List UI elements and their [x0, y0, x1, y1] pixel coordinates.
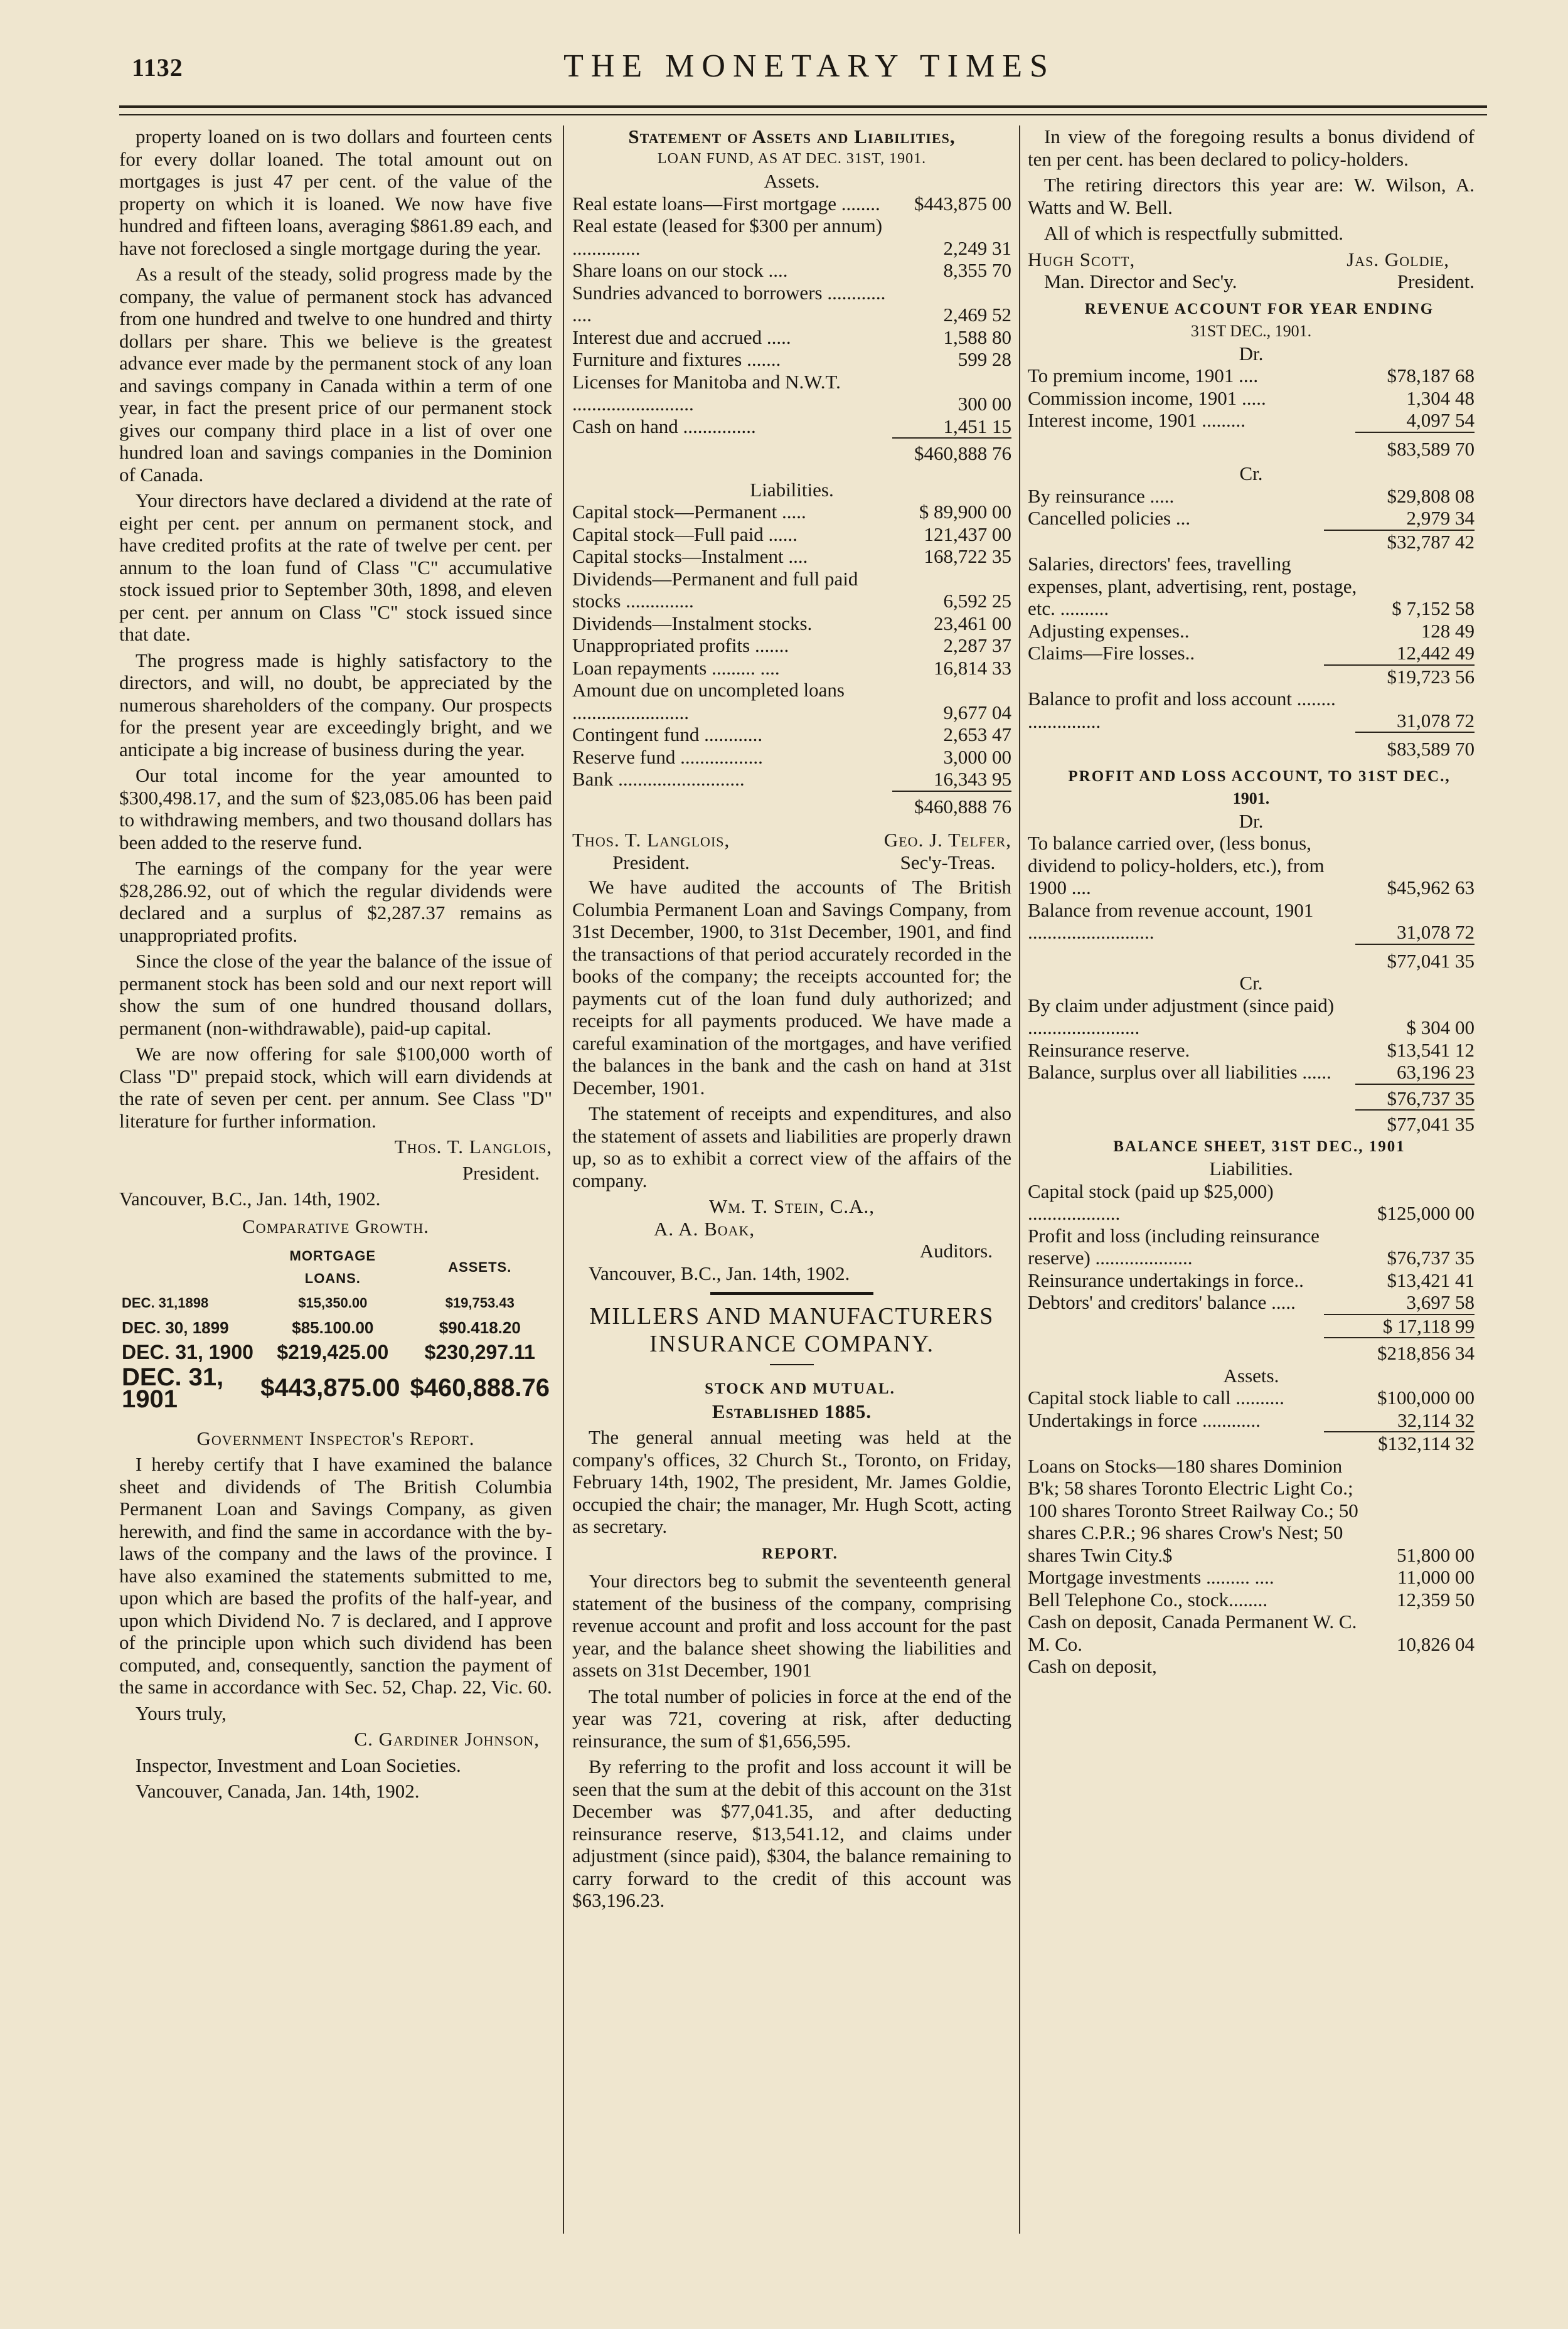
ledger-row	[1028, 485, 1475, 508]
ledger-row	[1028, 1039, 1475, 1062]
ledger-label: Cash on hand ...............	[572, 415, 756, 437]
paragraph: By referring to the profit and loss account it will be seen that the sum at the debit of this account on the 31st December was $77,041.35, and after deducting reinsurance reserve, $13,541.12, and claims under adjustment (since paid), $304, the balance remaining to carry forward to the credit of this account was $63,196.23.	[572, 1756, 1011, 1911]
ledger-amount: 23,461 00	[934, 612, 1011, 634]
ledger-amount: $ 304 00	[1406, 1016, 1475, 1038]
ledger-row	[1028, 387, 1475, 410]
comparative-growth-header-row	[119, 1244, 552, 1291]
paragraph: The statement of receipts and expenditures, and also the statement of assets and liabilities are properly drawn up, so as to exhibit a correct view of the affairs of the company.	[572, 1102, 1011, 1191]
ledger-label: Cash on deposit,	[1028, 1655, 1157, 1677]
ledger-label: Commission income, 1901 .....	[1028, 386, 1266, 409]
auditor-name: Wm. T. Stein, C.A.,	[708, 1195, 875, 1217]
cr-label: Cr.	[1239, 972, 1263, 994]
ledger-label: Contingent fund ............	[572, 723, 763, 745]
paragraph: As a result of the steady, solid progress made by the company, the value of permanent stock has advanced from one hundred and twelve to one hundred and thirty dollars per share. This we believe is the greatest advance ever made by the permanent stock of any loan and savings company in Canada within a term of one year, in fact the present price of our permanent stock gives our company third place in a list of over one hundred loan and savings companies in the Dominion of Canada.	[119, 263, 552, 486]
ledger-amount: 31,078 72	[1397, 921, 1475, 943]
page-header	[132, 44, 1487, 94]
revenue-credit-balance	[1028, 688, 1475, 760]
ledger-label: Loans on Stocks—180 shares Dominion B'k; 58 shares Toronto Electric Light Co.; 100 shares Toronto Street Railway Co.; 50 shares C.P.R.; 96 shares Crow's Nest; 50 shares Twin City.$	[1028, 1454, 1358, 1566]
audit-text	[572, 876, 1011, 1191]
yours-truly: Yours truly,	[136, 1702, 227, 1724]
section-separator	[710, 1292, 873, 1295]
ledger-label: Interest due and accrued .....	[572, 326, 791, 348]
comparative-row	[119, 1365, 552, 1412]
ledger-row	[572, 523, 1011, 546]
ledger-label: Capital stock liable to call ..........	[1028, 1387, 1284, 1409]
total: $218,856 34	[1324, 1338, 1475, 1365]
subtotal: $132,114 32	[1324, 1432, 1475, 1455]
row-date: DEC. 30, 1899	[122, 1318, 229, 1337]
revenue-debit-total	[1028, 432, 1475, 461]
paragraph: Since the close of the year the balance of the issue of permanent stock has been sold and our next report will show the sum of one hundred thousand dollars, permanent (non-withdrawable), paid-up capital.	[119, 950, 552, 1039]
ledger-row	[1028, 1180, 1475, 1225]
ledger-amount: 128 49	[1421, 619, 1475, 642]
ledger-amount	[1368, 1655, 1475, 1678]
ledger-row	[572, 768, 1011, 791]
ledger-amount: 2,979 34	[1406, 507, 1475, 529]
paragraph: The progress made is highly satisfactory to the directors, and will, no doubt, be appreciated by the numerous shareholders of the company. Our prospects for the present year are exceedingly bright, and we anticipate a big increase of business during the year.	[119, 649, 552, 760]
balance-sheet-liabilities-totals	[1028, 1314, 1475, 1365]
revenue-credit-group-total	[1028, 530, 1475, 553]
meeting-text: The general annual meeting was held at the company's offices, 32 Church St., Toronto, on Friday, February 14th, 1902, The president, Mr. James Goldie, occupied the chair; the manager, Mr. Hugh Scott, acting as secretary.	[572, 1426, 1011, 1537]
ledger-label: Share loans on our stock ....	[572, 259, 788, 281]
ledger-amount: 2,653 47	[943, 723, 1011, 745]
ledger-amount: 12,359 50	[1397, 1588, 1475, 1611]
paragraph: We have audited the accounts of The British Columbia Permanent Loan and Savings Company, from 31st December, 1900, to 31st December, 1901, and find the transactions of that period accurately recorded in the books of the company; the receipts accounted for; the payments cut of the loan fund duly authorized; and receipts for all payments produced. We have made a careful examination of the mortgages, and have verified the balances in the bank and the cash on hand at 31st December, 1901.	[572, 876, 1011, 1099]
statement-signatures	[572, 829, 1011, 873]
ledger-amount: $78,187 68	[1387, 365, 1475, 386]
column-divider	[1019, 125, 1020, 2234]
ledger-label: Interest income, 1901 .........	[1028, 409, 1245, 431]
balance-sheet-heading: BALANCE SHEET, 31ST DEC., 1901	[1113, 1138, 1405, 1155]
loan-fund-liabilities-table	[572, 501, 1011, 791]
subtotal: $19,723 56	[1324, 665, 1475, 688]
signer-name: Thos. T. Langlois,	[394, 1136, 552, 1158]
profit-loss-credit-table	[1028, 994, 1475, 1084]
ledger-amount: $443,875 00	[914, 192, 1011, 215]
ledger-amount: 4,097 54	[1406, 409, 1475, 431]
ledger-row	[1028, 620, 1475, 642]
column-header-mortgage: MORTGAGE LOANS.	[289, 1248, 376, 1286]
comparative-growth-table	[119, 1244, 552, 1412]
ledger-row	[1028, 832, 1475, 899]
ledger-label: Sundries advanced to borrowers ............ ....	[572, 281, 886, 326]
liabilities-total: $460,888 76	[892, 791, 1011, 818]
revenue-credit-group-total	[1028, 664, 1475, 688]
ledger-amount: 16,814 33	[934, 656, 1011, 679]
ledger-label: Balance, surplus over all liabilities ......	[1028, 1061, 1331, 1083]
stock-and-mutual: STOCK AND MUTUAL.	[705, 1380, 895, 1397]
balance-sheet-liabilities-group	[1028, 1269, 1475, 1314]
ledger-row	[1028, 507, 1475, 530]
inspector-title: Inspector, Investment and Loan Societies.	[136, 1754, 461, 1776]
header-rule	[119, 105, 1487, 108]
ledger-label: By reinsurance .....	[1028, 484, 1175, 507]
ledger-row	[572, 215, 1011, 259]
signature-left-title: President.	[612, 851, 690, 873]
signer-title: President.	[462, 1161, 540, 1184]
auditors-label: Auditors.	[919, 1240, 993, 1262]
ledger-row	[572, 679, 1011, 723]
ledger-label: Reserve fund .................	[572, 745, 763, 768]
column-middle	[572, 125, 1011, 1916]
ledger-row	[1028, 365, 1475, 387]
ledger-amount: 1,451 15	[943, 415, 1011, 437]
ledger-row	[1028, 1455, 1475, 1567]
ledger-amount: 10,826 04	[1397, 1633, 1475, 1655]
millers-signature-titles	[1028, 270, 1475, 293]
ledger-row	[572, 282, 1011, 326]
ledger-row	[1028, 1387, 1475, 1409]
balance-sheet-assets-group-total	[1028, 1431, 1475, 1455]
row-assets: $90.418.20	[439, 1318, 521, 1337]
ledger-row	[1028, 1589, 1475, 1611]
balance-sheet-assets	[1028, 1455, 1475, 1678]
subtotal: $ 17,118 99	[1324, 1314, 1475, 1338]
ledger-row	[1028, 1291, 1475, 1314]
ledger-amount: 599 28	[957, 348, 1011, 370]
ledger-label: Reinsurance reserve.	[1028, 1038, 1190, 1061]
profit-loss-debit-total	[1028, 944, 1475, 973]
ledger-row	[1028, 1061, 1475, 1084]
balance-sheet-liabilities	[1028, 1180, 1475, 1269]
balance-amount: 31,078 72	[1397, 709, 1475, 732]
column-left	[119, 125, 552, 1806]
assets-total: $460,888 76	[892, 438, 1011, 465]
ledger-row	[1028, 409, 1475, 432]
row-mortgage: $85.100.00	[292, 1318, 374, 1337]
signature-right-title: President.	[1397, 270, 1475, 292]
ledger-amount: 1,304 48	[1406, 386, 1475, 409]
report-heading: REPORT.	[762, 1545, 838, 1562]
row-mortgage: $443,875.00	[260, 1374, 400, 1402]
ledger-row	[572, 657, 1011, 680]
ledger-label: Amount due on uncompleted loans ........................	[572, 679, 845, 723]
total: $77,041 35	[1355, 944, 1475, 973]
ledger-row	[1028, 1611, 1475, 1655]
balance-label: Balance to profit and loss account ........ ...............	[1028, 688, 1336, 732]
ledger-row	[572, 259, 1011, 282]
paragraph: All of which is respectfully submitted.	[1044, 222, 1343, 244]
revenue-account-subheading: 31ST DEC., 1901.	[1190, 322, 1312, 340]
ledger-row	[1028, 1269, 1475, 1292]
row-date: DEC. 31,1898	[122, 1295, 209, 1311]
ledger-label: Bank ..........................	[572, 768, 745, 790]
ledger-row	[572, 348, 1011, 371]
ledger-amount: 12,442 49	[1397, 642, 1475, 664]
ledger-label: Bell Telephone Co., stock........	[1028, 1588, 1268, 1611]
ledger-label: Salaries, directors' fees, travelling expenses, plant, advertising, rent, postage, etc. ..........	[1028, 553, 1357, 619]
row-assets: $19,753.43	[445, 1295, 515, 1311]
revenue-account-heading: REVENUE ACCOUNT FOR YEAR ENDING	[1084, 300, 1434, 317]
ledger-label: Capital stock (paid up $25,000) ...................	[1028, 1180, 1274, 1224]
auditor-name: A. A. Boak,	[654, 1217, 755, 1240]
ledger-amount: 168,722 35	[924, 545, 1011, 567]
profit-loss-subheading: 1901.	[1232, 789, 1270, 807]
report-text	[572, 1570, 1011, 1912]
signature-right-name: Geo. J. Telfer,	[883, 829, 1011, 851]
loan-fund-liabilities-total	[572, 791, 1011, 818]
ledger-label: Unappropriated profits .......	[572, 634, 789, 656]
ledger-label: Capital stock—Permanent .....	[572, 501, 806, 523]
ledger-amount: $ 7,152 58	[1392, 597, 1475, 619]
ledger-row	[572, 746, 1011, 769]
ledger-amount: 63,196 23	[1397, 1061, 1475, 1083]
ledger-row	[1028, 1566, 1475, 1589]
cr-label: Cr.	[1239, 462, 1263, 484]
inspector-date: Vancouver, Canada, Jan. 14th, 1902.	[136, 1780, 420, 1802]
ledger-row	[1028, 1225, 1475, 1269]
row-date: DEC. 31, 1901	[122, 1363, 224, 1413]
ledger-label: Furniture and fixtures .......	[572, 348, 781, 370]
short-separator	[770, 1364, 814, 1365]
total: $77,041 35	[1355, 1110, 1475, 1136]
ledger-label: Capital stocks—Instalment ....	[572, 545, 808, 567]
ledger-label: Cancelled policies ...	[1028, 507, 1191, 529]
ledger-label: Undertakings in force ............	[1028, 1409, 1261, 1431]
ledger-amount: $45,962 63	[1387, 877, 1475, 898]
ledger-label: Adjusting expenses..	[1028, 619, 1190, 642]
established-line: Established 1885.	[712, 1400, 872, 1422]
total: $83,589 70	[1355, 432, 1475, 461]
ledger-row	[572, 634, 1011, 657]
ledger-label: To premium income, 1901 ....	[1028, 365, 1259, 386]
bc-permanent-report-text	[119, 125, 552, 1132]
liabilities-heading: Liabilities.	[1209, 1158, 1293, 1180]
ledger-amount: $100,000 00	[1377, 1387, 1475, 1409]
profit-loss-heading: PROFIT AND LOSS ACCOUNT, TO 31ST DEC.,	[1068, 767, 1451, 785]
inspector-report-text: I hereby certify that I have examined the balance sheet and dividends of The British Columbia Permanent Loan and Savings Company, as given herewith, and find the same in accordance with the by-laws of the company and the laws of the province. I have also examined the statements submitted to me, upon which are based the profits of the half-year, and upon which Dividend No. 7 is declared, and I approve of the principle upon which such dividend has been computed, and, consequently, sanction the payment of the same in accordance with Sec. 52, Chap. 22, Vic. 60.	[119, 1453, 552, 1698]
page-number: 1132	[132, 53, 183, 82]
paragraph: Your directors have declared a dividend at the rate of eight per cent. per annum on permanent stock, and have credited profits at the rate of twelve per cent. per annum to the loan fund of Class "C" accumulative stock issued prior to September 30th, 1898, and eleven per cent. per annum on Class "C" stock issued since that date.	[119, 489, 552, 645]
ledger-amount: $76,737 35	[1387, 1247, 1475, 1269]
ledger-amount: $13,541 12	[1387, 1038, 1475, 1061]
row-mortgage: $219,425.00	[277, 1341, 389, 1363]
ledger-label: Dividends—Instalment stocks.	[572, 612, 813, 634]
ledger-label: Real estate loans—First mortgage ........	[572, 192, 880, 215]
comparative-row	[119, 1291, 552, 1316]
ledger-row	[1028, 1655, 1475, 1678]
subtotal: $76,737 35	[1355, 1084, 1475, 1111]
ledger-row	[572, 612, 1011, 635]
liabilities-heading: Liabilities.	[750, 478, 834, 501]
ledger-row	[572, 193, 1011, 215]
millers-intro-text	[1028, 125, 1475, 245]
ledger-label: To balance carried over, (less bonus, dividend to policy-holders, etc.), from 1900 ....	[1028, 832, 1325, 898]
ledger-label: Loan repayments ......... ....	[572, 656, 780, 679]
ledger-label: Licenses for Manitoba and N.W.T. .........................	[572, 370, 841, 415]
ledger-amount: 6,592 25	[943, 590, 1011, 612]
revenue-debit-table	[1028, 365, 1475, 432]
ledger-label: By claim under adjustment (since paid) .......................	[1028, 994, 1335, 1038]
comparative-growth-heading: Comparative Growth.	[242, 1215, 429, 1237]
inspector-report-heading: Government Inspector's Report.	[196, 1427, 475, 1449]
ledger-amount: 9,677 04	[943, 701, 1011, 723]
ledger-row	[1028, 1409, 1475, 1432]
paragraph: The total number of policies in force at the end of the year was 721, covering at risk, after deducting reinsurance, the sum of $1,656,595.	[572, 1685, 1011, 1752]
journal-title: THE MONETARY TIMES	[563, 48, 1055, 84]
comparative-row	[119, 1316, 552, 1341]
company-heading: MILLERS AND MANUFACTURERS INSURANCE COMPANY.	[589, 1303, 995, 1357]
row-assets: $460,888.76	[410, 1374, 550, 1402]
place-date: Vancouver, B.C., Jan. 14th, 1902.	[119, 1188, 381, 1210]
subtotal: $32,787 42	[1324, 530, 1475, 553]
signature-right-title: Sec'y-Treas.	[900, 851, 996, 873]
signature-left-name: Thos. T. Langlois,	[572, 829, 730, 851]
ledger-label: Debtors' and creditors' balance .....	[1028, 1291, 1296, 1313]
ledger-row	[572, 415, 1011, 438]
ledger-amount: 2,469 52	[943, 304, 1011, 326]
ledger-amount: $13,421 41	[1387, 1269, 1475, 1291]
ledger-label: Dividends—Permanent and full paid stocks ..............	[572, 567, 858, 612]
signature-left-title: Man. Director and Sec'y.	[1044, 270, 1237, 292]
ledger-amount: $125,000 00	[1377, 1202, 1475, 1224]
ledger-amount: 3,000 00	[943, 745, 1011, 768]
inspector-name: C. Gardiner Johnson,	[354, 1728, 540, 1750]
profit-loss-credit-totals	[1028, 1084, 1475, 1136]
ledger-amount: $ 89,900 00	[919, 501, 1011, 523]
ledger-amount: 3,697 58	[1406, 1291, 1475, 1313]
ledger-amount: 11,000 00	[1397, 1566, 1475, 1588]
ledger-amount: 1,588 80	[943, 326, 1011, 348]
dr-label: Dr.	[1239, 342, 1264, 365]
ledger-label: Claims—Fire losses..	[1028, 642, 1195, 664]
statement-subtitle: LOAN FUND, AS AT DEC. 31ST, 1901.	[657, 150, 927, 167]
ledger-row	[572, 371, 1011, 415]
dr-label: Dr.	[1239, 809, 1264, 832]
ledger-amount: 32,114 32	[1397, 1409, 1475, 1431]
ledger-row	[1028, 994, 1475, 1039]
statement-title: Statement of Assets and Liabilities,	[628, 125, 956, 147]
comparative-row	[119, 1340, 552, 1365]
revenue-credit-group	[1028, 553, 1475, 664]
ledger-amount: 300 00	[957, 393, 1011, 415]
paragraph: The retiring directors this year are: W. Wilson, A. Watts and W. Bell.	[1028, 174, 1475, 218]
ledger-amount: 121,437 00	[924, 523, 1011, 545]
column-divider	[563, 125, 564, 2234]
ledger-row	[572, 545, 1011, 568]
row-assets: $230,297.11	[424, 1341, 535, 1363]
ledger-label: Cash on deposit, Canada Permanent W. C. M. Co.	[1028, 1611, 1357, 1655]
signature-right-name: Jas. Goldie,	[1347, 248, 1449, 270]
assets-heading: Assets.	[1223, 1364, 1279, 1387]
ledger-label: Mortgage investments ......... ....	[1028, 1566, 1274, 1588]
loan-fund-assets-table	[572, 193, 1011, 438]
column-right	[1028, 125, 1475, 1678]
column-header-assets: ASSETS.	[448, 1259, 512, 1275]
ledger-amount: 51,800 00	[1397, 1543, 1475, 1566]
header-rule-thin	[119, 114, 1487, 115]
ledger-row	[1028, 899, 1475, 944]
ledger-row	[1028, 642, 1475, 664]
loan-fund-assets-total	[572, 437, 1011, 465]
paragraph: Our total income for the year amounted to $300,498.17, and the sum of $23,085.06 has been paid to withdrawing members, and two thousand dollars has been added to the reserve fund.	[119, 764, 552, 853]
signature-left-name: Hugh Scott,	[1028, 248, 1136, 270]
ledger-row	[572, 326, 1011, 349]
ledger-row	[572, 501, 1011, 523]
ledger-amount: 16,343 95	[934, 768, 1011, 790]
balance-sheet-assets-group	[1028, 1387, 1475, 1431]
row-mortgage: $15,350.00	[298, 1295, 368, 1311]
ledger-label: Capital stock—Full paid ......	[572, 523, 798, 545]
ledger-row	[572, 723, 1011, 746]
row-date: DEC. 31, 1900	[122, 1341, 253, 1363]
ledger-amount: 2,249 31	[943, 237, 1011, 259]
ledger-amount: 2,287 37	[943, 634, 1011, 656]
audit-date: Vancouver, B.C., Jan. 14th, 1902.	[589, 1262, 850, 1284]
ledger-label: Balance from revenue account, 1901 ..........................	[1028, 898, 1314, 943]
ledger-amount: 8,355 70	[943, 259, 1011, 281]
revenue-credit-group	[1028, 485, 1475, 530]
ledger-row	[572, 568, 1011, 612]
ledger-label: Reinsurance undertakings in force..	[1028, 1269, 1304, 1291]
paragraph: The earnings of the company for the year were $28,286.92, out of which the regular dividends were declared and a surplus of $2,287.37 remains as unappropriated profits.	[119, 857, 552, 946]
ledger-row	[1028, 553, 1475, 620]
paragraph: We are now offering for sale $100,000 worth of Class "D" prepaid stock, which will earn dividends at the rate of seven per cent. per annum. See Class "D" literature for further information.	[119, 1043, 552, 1132]
assets-heading: Assets.	[764, 170, 820, 192]
ledger-amount: $29,808 08	[1387, 484, 1475, 507]
ledger-label: Profit and loss (including reinsurance reserve) ....................	[1028, 1224, 1320, 1269]
profit-loss-debit-table	[1028, 832, 1475, 944]
total: $83,589 70	[1355, 732, 1475, 760]
millers-signature-names	[1028, 248, 1475, 271]
paragraph: Your directors beg to submit the seventeenth general statement of the business of the company, comprising revenue account and profit and loss account for the past year, and the balance sheet showing the liabilities and assets on 31st December, 1901	[572, 1570, 1011, 1681]
paragraph: In view of the foregoing results a bonus dividend of ten per cent. has been declared to policy-holders.	[1028, 125, 1475, 170]
ledger-label: Real estate (leased for $300 per annum) ..............	[572, 215, 883, 259]
paragraph: property loaned on is two dollars and fourteen cents for every dollar loaned. The total amount out on mortgages is just 47 per cent. of the value of the property on which it is loaned. We now have five hundred and fifteen loans, averaging $861.89 each, and have not foreclosed a single mortgage during the year.	[119, 125, 552, 259]
